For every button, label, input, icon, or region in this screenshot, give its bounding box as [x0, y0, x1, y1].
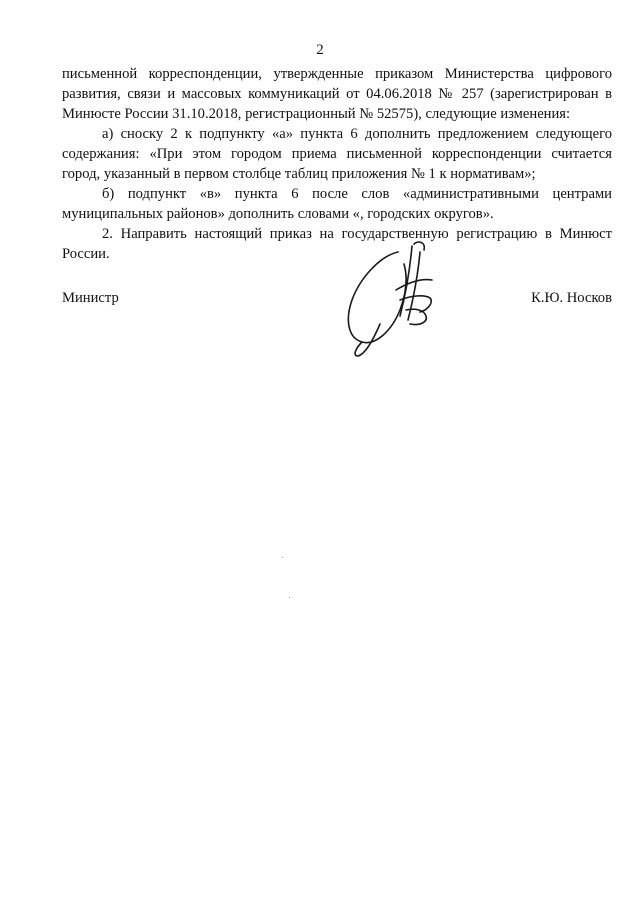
signature-block — [62, 290, 612, 314]
page-number: 2 — [316, 42, 324, 58]
text-line: письменной корреспонденции, утвержденные приказом Министерства цифрового — [62, 66, 612, 82]
text-line: город, указанный в первом столбце таблиц приложения № 1 к нормативам»; — [62, 166, 536, 182]
text-line: а) сноску 2 к подпункту «а» пункта 6 дополнить предложением следующего — [102, 126, 612, 142]
text-line: Минюсте России 31.10.2018, регистрационный № 52575), следующие изменения: — [62, 106, 571, 122]
text-line: муниципальных районов» дополнить словами «, городских округов». — [62, 206, 494, 222]
text-line: содержания: «При этом городом приема письменной корреспонденции считается — [62, 146, 612, 162]
position-label: Министр — [62, 290, 119, 306]
text-line: 2. Направить настоящий приказ на государственную регистрацию в Минюст — [102, 226, 612, 242]
paragraph-item-2 — [62, 224, 612, 264]
text-line: развития, связи и массовых коммуникаций от 04.06.2018 № 257 (зарегистрирован в — [62, 86, 612, 102]
text-line: России. — [62, 246, 110, 262]
paragraph-item-a — [62, 124, 612, 184]
scan-speck — [289, 597, 290, 598]
signer-name: К.Ю. Носков — [531, 290, 612, 306]
paragraph-continuation — [62, 64, 612, 124]
text-line: б) подпункт «в» пункта 6 после слов «административными центрами — [102, 186, 612, 202]
paragraph-item-b — [62, 184, 612, 224]
scan-speck — [282, 557, 283, 558]
